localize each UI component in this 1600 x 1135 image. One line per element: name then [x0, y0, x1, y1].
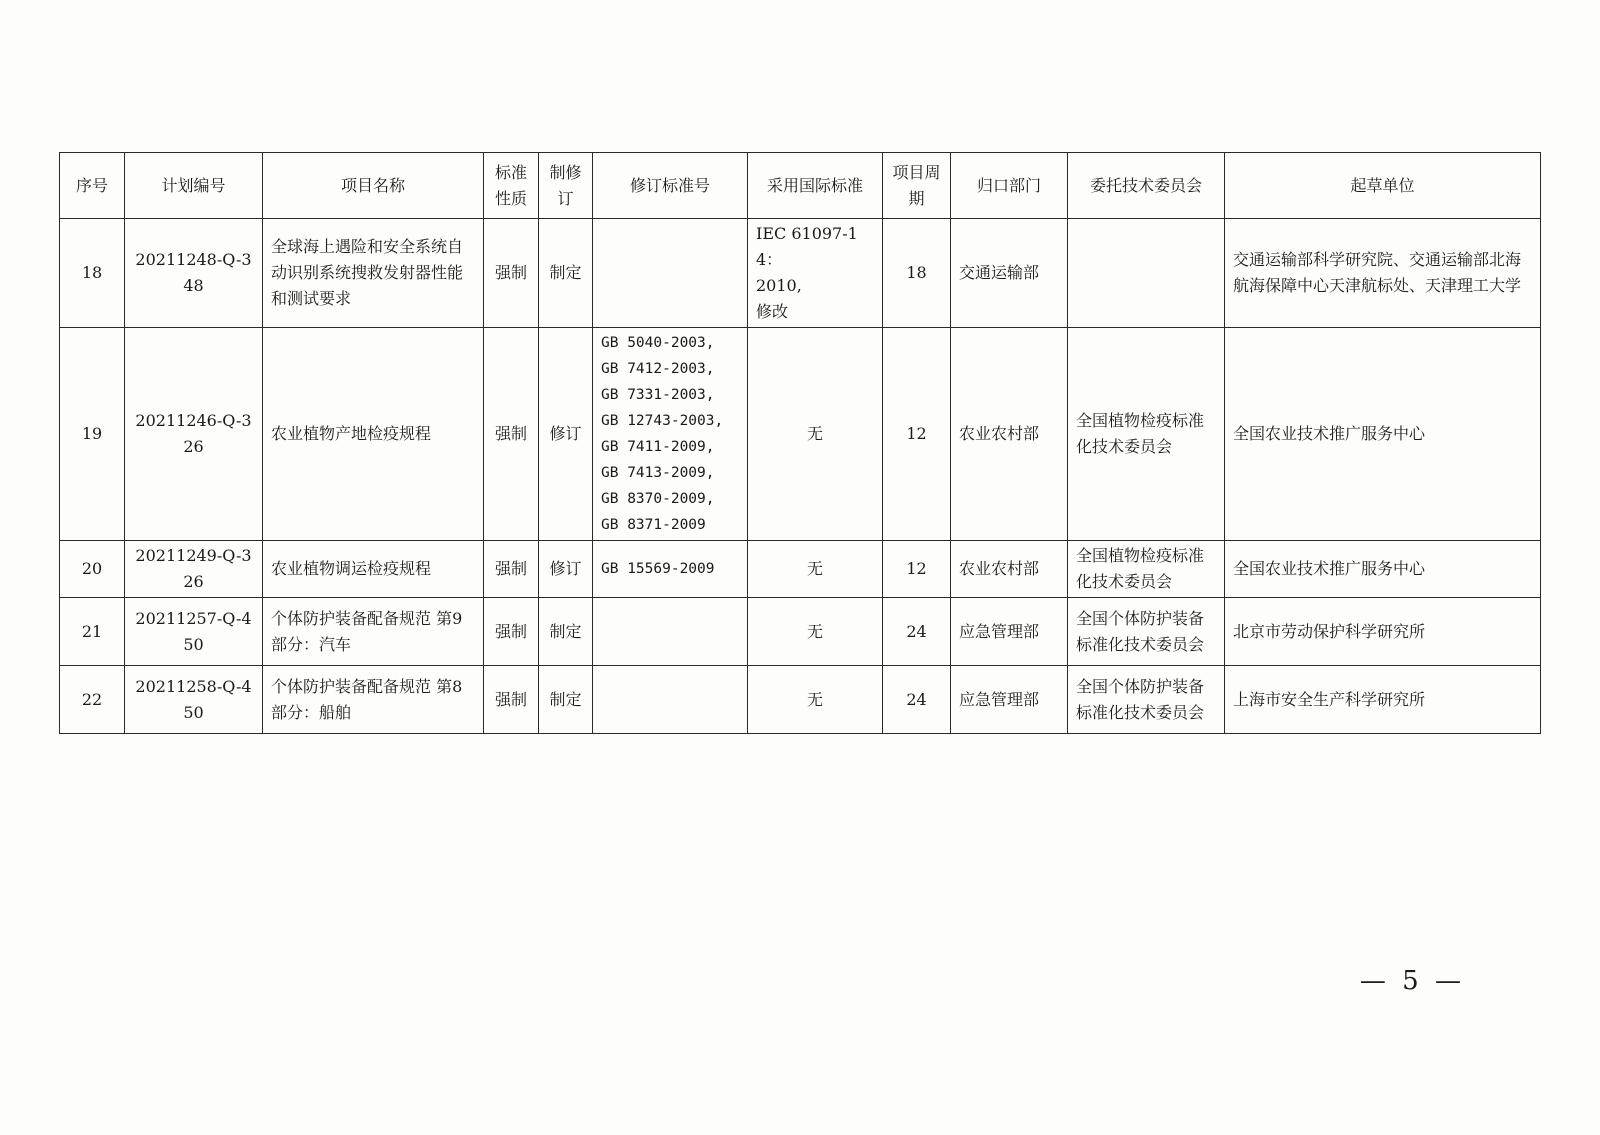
cell-make-revise: 修订	[539, 541, 593, 598]
cell-seq: 22	[60, 666, 125, 734]
cell-period: 12	[883, 541, 951, 598]
cell-make-revise: 修订	[539, 328, 593, 541]
cell-committee: 全国个体防护装备标准化技术委员会	[1068, 598, 1225, 666]
revised-std-line: GB 7411-2009,	[601, 439, 715, 455]
cell-plan-no: 20211246-Q-326	[125, 328, 263, 541]
intl-std-line: IEC 61097-14：	[756, 224, 858, 269]
table-row	[60, 219, 1541, 328]
cell-revised-std	[593, 541, 748, 598]
cell-revised-std	[593, 219, 748, 328]
header-revised-std: 修订标准号	[593, 153, 748, 219]
cell-committee	[1068, 219, 1225, 328]
cell-drafter: 交通运输部科学研究院、交通运输部北海航海保障中心天津航标处、天津理工大学	[1225, 219, 1541, 328]
cell-make-revise: 制定	[539, 598, 593, 666]
cell-dept: 应急管理部	[951, 666, 1068, 734]
revised-std-line: GB 8371-2009	[601, 517, 706, 533]
cell-seq: 21	[60, 598, 125, 666]
cell-dept: 交通运输部	[951, 219, 1068, 328]
cell-plan-no: 20211257-Q-450	[125, 598, 263, 666]
cell-revised-std	[593, 598, 748, 666]
cell-intl-std	[748, 219, 883, 328]
cell-period: 24	[883, 598, 951, 666]
cell-std-nature: 强制	[484, 541, 539, 598]
header-project-name: 项目名称	[263, 153, 484, 219]
cell-seq: 20	[60, 541, 125, 598]
cell-revised-std	[593, 328, 748, 541]
revised-std-line: GB 7413-2009,	[601, 465, 715, 481]
table-row	[60, 328, 1541, 541]
cell-seq: 19	[60, 328, 125, 541]
page-number: — 5 —	[1359, 966, 1465, 996]
cell-make-revise: 制定	[539, 666, 593, 734]
cell-committee: 全国个体防护装备标准化技术委员会	[1068, 666, 1225, 734]
cell-plan-no: 20211248-Q-348	[125, 219, 263, 328]
header-dept: 归口部门	[951, 153, 1068, 219]
cell-committee: 全国植物检疫标准化技术委员会	[1068, 541, 1225, 598]
cell-seq: 18	[60, 219, 125, 328]
revised-std-line: GB 8370-2009,	[601, 491, 715, 507]
cell-revised-std	[593, 666, 748, 734]
cell-project-name: 农业植物调运检疫规程	[263, 541, 484, 598]
header-make-revise: 制修订	[539, 153, 593, 219]
cell-intl-std	[748, 598, 883, 666]
cell-dept: 应急管理部	[951, 598, 1068, 666]
cell-period: 24	[883, 666, 951, 734]
header-committee: 委托技术委员会	[1068, 153, 1225, 219]
revised-std-line: GB 7412-2003,	[601, 361, 715, 377]
table-body	[60, 219, 1541, 734]
header-std-nature: 标准性质	[484, 153, 539, 219]
intl-std-line: 修改	[756, 302, 789, 321]
cell-project-name: 个体防护装备配备规范 第9部分：汽车	[263, 598, 484, 666]
cell-drafter: 全国农业技术推广服务中心	[1225, 328, 1541, 541]
intl-std-line: 无	[806, 424, 823, 443]
cell-std-nature: 强制	[484, 666, 539, 734]
cell-std-nature: 强制	[484, 328, 539, 541]
header-plan-no: 计划编号	[125, 153, 263, 219]
intl-std-line: 无	[806, 559, 823, 578]
cell-drafter: 北京市劳动保护科学研究所	[1225, 598, 1541, 666]
cell-std-nature: 强制	[484, 598, 539, 666]
header-period: 项目周期	[883, 153, 951, 219]
cell-make-revise: 制定	[539, 219, 593, 328]
intl-std-line: 无	[806, 689, 823, 709]
cell-intl-std	[748, 328, 883, 541]
table-row	[60, 598, 1541, 666]
cell-committee: 全国植物检疫标准化技术委员会	[1068, 328, 1225, 541]
cell-project-name: 农业植物产地检疫规程	[263, 328, 484, 541]
header-seq: 序号	[60, 153, 125, 219]
revised-std-line: GB 5040-2003,	[601, 335, 715, 351]
intl-std-line: 无	[806, 621, 823, 641]
cell-plan-no: 20211258-Q-450	[125, 666, 263, 734]
cell-intl-std	[748, 541, 883, 598]
table-row	[60, 541, 1541, 598]
cell-project-name: 个体防护装备配备规范 第8部分：船舶	[263, 666, 484, 734]
cell-drafter: 上海市安全生产科学研究所	[1225, 666, 1541, 734]
cell-plan-no: 20211249-Q-326	[125, 541, 263, 598]
cell-period: 12	[883, 328, 951, 541]
cell-intl-std	[748, 666, 883, 734]
cell-period: 18	[883, 219, 951, 328]
standards-plan-table	[59, 152, 1541, 734]
revised-std-line: GB 7331-2003,	[601, 387, 715, 403]
revised-std-line: GB 15569-2009	[601, 561, 715, 577]
revised-std-line: GB 12743-2003,	[601, 413, 724, 429]
header-drafter: 起草单位	[1225, 153, 1541, 219]
header-intl-std: 采用国际标准	[748, 153, 883, 219]
cell-dept: 农业农村部	[951, 541, 1068, 598]
cell-project-name: 全球海上遇险和安全系统自动识别系统搜救发射器性能和测试要求	[263, 219, 484, 328]
cell-std-nature: 强制	[484, 219, 539, 328]
table-row	[60, 666, 1541, 734]
table-header-row	[60, 153, 1541, 219]
intl-std-line: 2010,	[756, 276, 802, 295]
cell-drafter: 全国农业技术推广服务中心	[1225, 541, 1541, 598]
cell-dept: 农业农村部	[951, 328, 1068, 541]
